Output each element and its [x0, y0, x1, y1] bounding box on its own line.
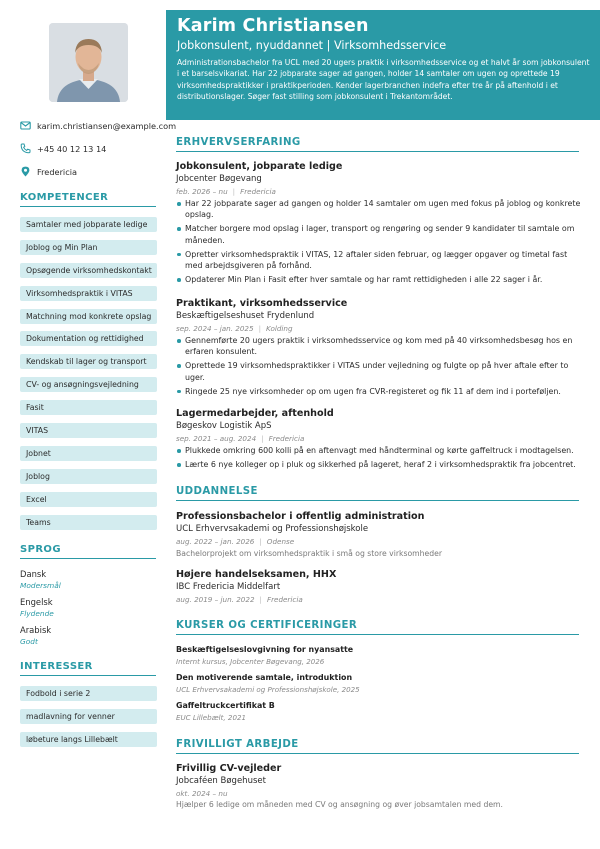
education-meta: aug. 2019 – jun. 2022 | Fredericia — [176, 595, 303, 604]
job-place: Fredericia — [268, 434, 305, 443]
course-title: Gaffeltruckcertifikat B — [176, 701, 275, 710]
education-description: Bachelorprojekt om virksomhedspraktik i små og store virksomheder — [176, 549, 443, 558]
job-bullet: Oprettede 19 virksomhedspraktikker i VITAS under vejledning og fulgte op på hver aftale efter to uger. — [176, 360, 581, 383]
job-meta: feb. 2026 – nu | Fredericia — [176, 187, 276, 196]
job-meta: sep. 2024 – jan. 2025 | Kolding — [176, 324, 293, 333]
job-bullet: Opretter virksomhedspraktik i VITAS, 12 aftaler siden februar, og lægger opgaver og timetal fast med arbejdsgiveren på forhånd. — [176, 249, 581, 272]
skill-pill: Joblog — [20, 469, 157, 484]
job-bullets — [176, 198, 581, 288]
person-name: Karim Christiansen — [177, 16, 369, 36]
course-title: Beskæftigelseslovgivning for nyansatte — [176, 645, 354, 654]
job-bullet: Har 22 jobparate sager ad gangen og holder 14 samtaler om ugen med fokus på joblog og konkrete opslag. — [176, 198, 581, 221]
education-org: UCL Erhvervsakademi og Professionshøjskole — [176, 524, 369, 534]
language-level: Godt — [20, 637, 38, 646]
phone-icon — [20, 143, 31, 154]
skills-heading: KOMPETENCER — [20, 192, 156, 207]
skill-pill: Virksomhedspraktik i VITAS — [20, 286, 157, 301]
job-bullet: Plukkede omkring 600 kolli på en aftenvagt med håndterminal og kørte gaffeltruck i modtagelsen. — [176, 445, 581, 456]
skill-pill: CV- og ansøgningsvejledning — [20, 377, 157, 392]
language-name: Engelsk — [20, 597, 53, 607]
location-pin-icon — [20, 166, 31, 177]
education-title: Højere handelseksamen, HHX — [176, 569, 337, 580]
education-org: IBC Fredericia Middelfart — [176, 582, 281, 592]
interest-pill: madlavning for venner — [20, 709, 157, 724]
skill-pill: Dokumentation og rettidighed — [20, 331, 157, 346]
volunteer-description: Hjælper 6 ledige om måneden med CV og ansøgning og øver jobsamtalen med dem. — [176, 800, 503, 809]
job-org: Beskæftigelseshuset Frydenlund — [176, 311, 315, 321]
skill-pill: Kendskab til lager og transport — [20, 354, 157, 369]
job-dates: sep. 2024 – jan. 2025 — [176, 324, 254, 333]
language-name: Arabisk — [20, 625, 52, 635]
education-dates: aug. 2019 – jun. 2022 — [176, 595, 255, 604]
volunteer-dates: okt. 2024 – nu — [176, 789, 228, 798]
contact-email-text: karim.christiansen@example.com — [37, 120, 177, 131]
interest-pill: løbeture langs Lillebælt — [20, 732, 157, 747]
interest-pill: Fodbold i serie 2 — [20, 686, 157, 701]
job-bullet: Gennemførte 20 ugers praktik i virksomhedsservice og kom med på 40 virksomhedsbesøg hos en erfaren konsulent. — [176, 335, 581, 358]
job-meta: sep. 2021 – aug. 2024 | Fredericia — [176, 434, 305, 443]
skill-pill: Excel — [20, 492, 157, 507]
course-title: Den motiverende samtale, introduktion — [176, 673, 353, 682]
education-title: Professionsbachelor i offentlig administration — [176, 511, 425, 522]
skill-pill: Samtaler med jobparate ledige — [20, 217, 157, 232]
course-meta: Internt kursus, Jobcenter Bøgevang, 2026 — [176, 657, 325, 666]
education-meta: aug. 2022 – jan. 2026 | Odense — [176, 537, 295, 546]
sidebar — [0, 0, 177, 849]
job-org: Bøgeskov Logistik ApS — [176, 421, 272, 431]
volunteer-org: Jobcaféen Bøgehuset — [176, 776, 266, 786]
languages-heading: SPROG — [20, 544, 156, 559]
person-title: Jobkonsulent, nyuddannet | Virksomhedsservice — [177, 39, 447, 52]
volunteer-title: Frivillig CV-vejleder — [176, 763, 282, 774]
skill-pill: Jobnet — [20, 446, 157, 461]
job-dates: feb. 2026 – nu — [176, 187, 228, 196]
profile-header — [166, 10, 600, 120]
profile-summary: Administrationsbachelor fra UCL med 20 ugers praktik i virksomhedsservice og et halvt år som jobkonsulent i et barselsvikariat. Har 22 jobparate sager ad gangen, holder 14 samtaler om ugen og oprettede 19 virksomhedspraktikker i praktikperioden. Kender lagerbranchen indefra efter tre år på aftenhold i et distributionslager. Søger fast stilling som jobkonsulent i Trekantområdet. — [177, 58, 590, 102]
contact-phone-text: +45 40 12 13 14 — [37, 143, 107, 154]
job-place: Fredericia — [240, 187, 276, 196]
course-meta: UCL Erhvervsakademi og Professionshøjskole, 2025 — [176, 685, 360, 694]
job-bullet: Matcher borgere mod opslag i lager, transport og rengøring og sender 9 kandidater til samtale om måneden. — [176, 223, 581, 246]
courses-heading: KURSER OG CERTIFICERINGER — [176, 620, 579, 635]
skill-pill: Fasit — [20, 400, 157, 415]
contact-email[interactable] — [20, 120, 177, 131]
language-level: Flydende — [20, 609, 54, 618]
contact-phone[interactable] — [20, 143, 166, 154]
course-meta: EUC Lillebælt, 2021 — [176, 713, 246, 722]
job-title: Praktikant, virksomhedsservice — [176, 298, 348, 309]
contact-location — [20, 166, 166, 177]
profile-photo — [49, 23, 128, 102]
job-bullet: Opdaterer Min Plan i Fasit efter hver samtale og har ramt rettidigheden i alle 22 sager i år. — [176, 274, 581, 285]
contact-location-text: Fredericia — [37, 166, 78, 177]
mail-icon — [20, 120, 31, 131]
education-place: Odense — [266, 537, 295, 546]
education-place: Fredericia — [266, 595, 303, 604]
language-name: Dansk — [20, 569, 47, 579]
education-dates: aug. 2022 – jan. 2026 — [176, 537, 255, 546]
job-bullets — [176, 445, 581, 473]
language-level: Modersmål — [20, 581, 61, 590]
experience-heading: ERHVERVSERFARING — [176, 137, 579, 152]
main-content — [166, 0, 600, 849]
job-bullet: Ringede 25 nye virksomheder op om ugen fra CVR-registeret og fik 11 af dem ind i porteføljen. — [176, 386, 581, 397]
job-bullets — [176, 335, 581, 400]
skill-pill: VITAS — [20, 423, 157, 438]
interests-heading: INTERESSER — [20, 661, 156, 676]
job-title: Lagermedarbejder, aftenhold — [176, 408, 334, 419]
skill-pill: Teams — [20, 515, 157, 530]
job-bullet: Lærte 6 nye kolleger op i pluk og sikkerhed på lageret, heraf 2 i virksomhedspraktik fra jobcentret. — [176, 459, 581, 470]
skill-pill: Opsøgende virksomhedskontakt — [20, 263, 157, 278]
job-title: Jobkonsulent, jobparate ledige — [176, 161, 343, 172]
volunteer-heading: FRIVILLIGT ARBEJDE — [176, 739, 579, 754]
skill-pill: Matchning mod konkrete opslag — [20, 309, 157, 324]
job-dates: sep. 2021 – aug. 2024 — [176, 434, 257, 443]
skill-pill: Joblog og Min Plan — [20, 240, 157, 255]
education-heading: UDDANNELSE — [176, 486, 579, 501]
job-org: Jobcenter Bøgevang — [176, 174, 262, 184]
job-place: Kolding — [266, 324, 293, 333]
